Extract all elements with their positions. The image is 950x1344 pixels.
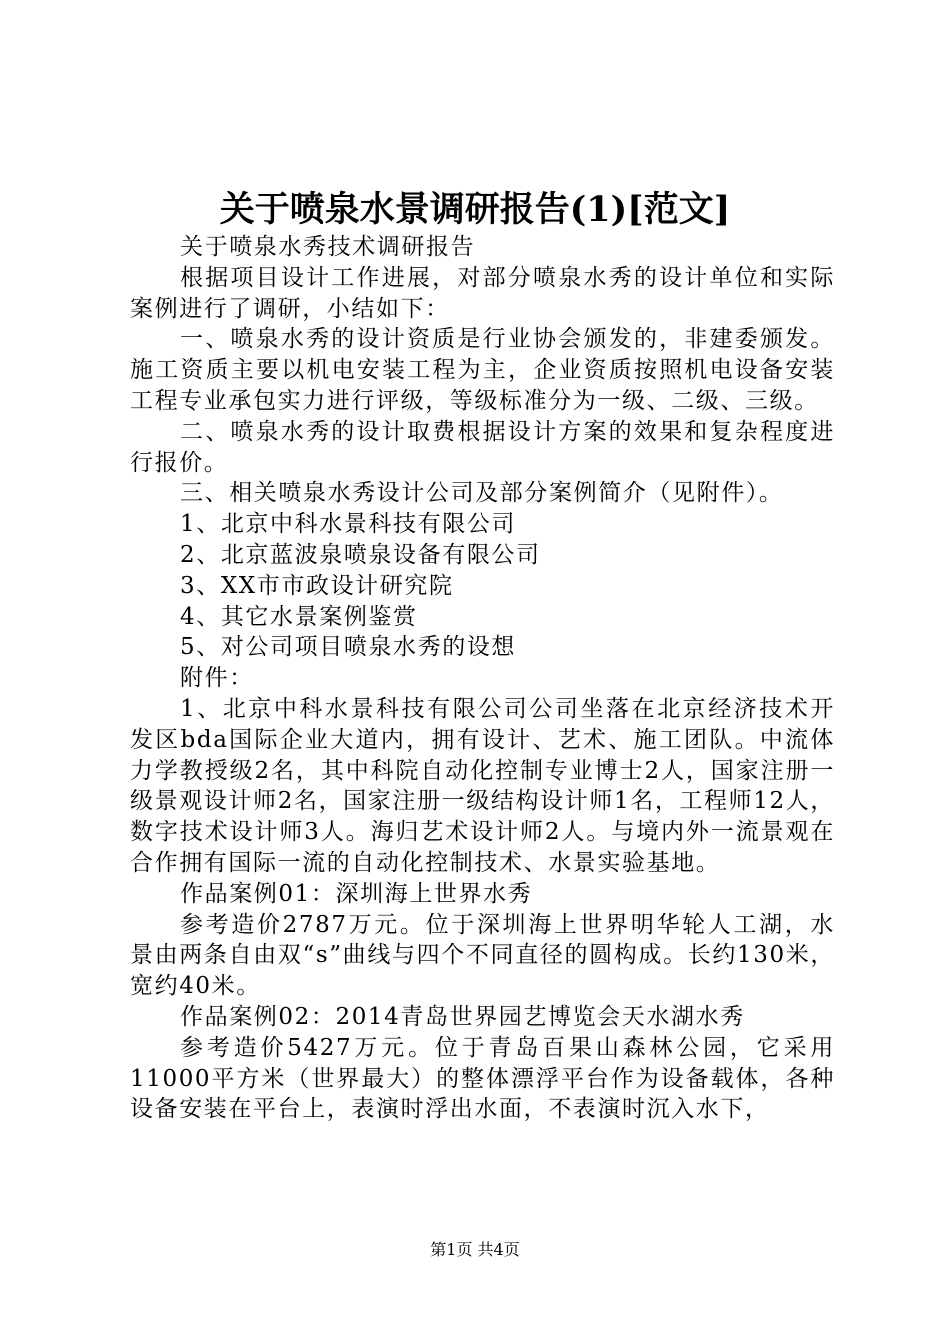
list-item: 2、北京蓝波泉喷泉设备有限公司 [180, 541, 541, 568]
paragraph-point-one: 一、喷泉水秀的设计资质是行业协会颁发的，非建委颁发。施工资质主要以机电安装工程为主，企业资质按照机电设备安装工程专业承包实力进行评级，等级标准分为一级、二级、三级。 [130, 326, 835, 414]
case-title: 作品案例01：深圳海上世界水秀 [180, 880, 533, 907]
paragraph-intro: 根据项目设计工作进展，对部分喷泉水秀的设计单位和实际案例进行了调研，小结如下： [130, 264, 835, 322]
appendix-label: 附件： [180, 665, 254, 692]
case-title: 作品案例02：2014青岛世界园艺博览会天水湖水秀 [180, 1003, 745, 1030]
paragraph-report-heading: 关于喷泉水秀技术调研报告 [180, 234, 476, 260]
case-description: 参考造价5427万元。位于青岛百果山森林公园，它采用11000平方米（世界最大）的整体漂浮平台作为设备载体，各种设备安装在平台上，表演时浮出水面，不表演时沉入水下， [130, 1034, 835, 1123]
case-description: 参考造价2787万元。位于深圳海上世界明华轮人工湖，水景由两条自由双“s”曲线与四个不同直径的圆构成。长约130米，宽约40米。 [130, 911, 835, 1000]
list-item: 4、其它水景案例鉴赏 [180, 603, 418, 630]
paragraph-company-profile: 1、北京中科水景科技有限公司公司坐落在北京经济技术开发区bda国际企业大道内，拥有设计、艺术、施工团队。中流体力学教授级2名，其中科院自动化控制专业博士2人，国家注册一级景观设计师2名，国家注册一级结构设计师1名，工程师12人，数字技术设计师3人。海归艺术设计师2人。与境内外一流景观在合作拥有国际一流的自动化控制技术、水景实验基地。 [130, 695, 835, 876]
document-title: 关于喷泉水景调研报告(1)[范文] [219, 189, 731, 230]
list-item: 3、XX市市政设计研究院 [180, 572, 454, 599]
paragraph-point-two: 二、喷泉水秀的设计取费根据设计方案的效果和复杂程度进行报价。 [130, 418, 835, 476]
list-item: 5、对公司项目喷泉水秀的设想 [180, 634, 517, 661]
document-body [130, 232, 835, 1125]
page-footer: 第1页 共4页 [430, 1240, 520, 1259]
list-item: 1、北京中科水景科技有限公司 [180, 511, 517, 538]
paragraph-point-three: 三、相关喷泉水秀设计公司及部分案例简介（见附件）。 [180, 480, 784, 507]
